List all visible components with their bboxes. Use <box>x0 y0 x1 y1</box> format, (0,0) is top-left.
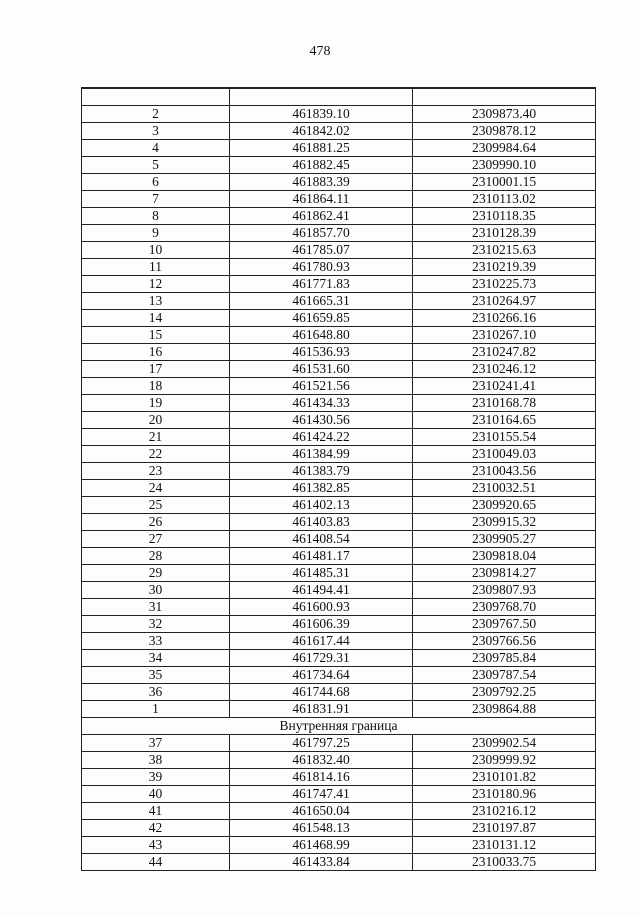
table-row <box>82 531 596 548</box>
y-coordinate-cell: 2309768.70 <box>413 599 596 616</box>
y-coordinate-cell: 2309984.64 <box>413 140 596 157</box>
table-row <box>82 786 596 803</box>
table-row <box>82 157 596 174</box>
table-row <box>82 276 596 293</box>
y-coordinate-cell: 2310049.03 <box>413 446 596 463</box>
table-row <box>82 633 596 650</box>
x-coordinate-cell: 461536.93 <box>230 344 413 361</box>
table-row <box>82 378 596 395</box>
y-coordinate-cell: 2309766.56 <box>413 633 596 650</box>
table-row <box>82 412 596 429</box>
point-number-cell: 9 <box>82 225 230 242</box>
y-coordinate-cell: 2309814.27 <box>413 565 596 582</box>
table-row <box>82 752 596 769</box>
y-coordinate-cell: 2309920.65 <box>413 497 596 514</box>
table-row <box>82 497 596 514</box>
point-number-cell: 12 <box>82 276 230 293</box>
point-number-cell: 31 <box>82 599 230 616</box>
x-coordinate-cell: 461883.39 <box>230 174 413 191</box>
table-row <box>82 463 596 480</box>
point-number-cell: 14 <box>82 310 230 327</box>
section-header-row <box>82 718 596 735</box>
y-coordinate-cell: 2309902.54 <box>413 735 596 752</box>
table-row <box>82 361 596 378</box>
y-coordinate-cell: 2309785.84 <box>413 650 596 667</box>
table-row <box>82 106 596 123</box>
table-row <box>82 684 596 701</box>
point-number-cell: 10 <box>82 242 230 259</box>
y-coordinate-cell: 2310128.39 <box>413 225 596 242</box>
x-coordinate-cell: 461531.60 <box>230 361 413 378</box>
x-coordinate-cell: 461831.91 <box>230 701 413 718</box>
point-number-cell: 15 <box>82 327 230 344</box>
x-coordinate-cell: 461882.45 <box>230 157 413 174</box>
y-coordinate-cell: 2309864.88 <box>413 701 596 718</box>
point-number-cell: 26 <box>82 514 230 531</box>
x-coordinate-cell: 461744.68 <box>230 684 413 701</box>
table-row <box>82 803 596 820</box>
point-number-cell: 33 <box>82 633 230 650</box>
x-coordinate-cell: 461785.07 <box>230 242 413 259</box>
x-coordinate-cell: 461424.22 <box>230 429 413 446</box>
y-coordinate-cell: 2310033.75 <box>413 854 596 871</box>
y-coordinate-cell: 2309807.93 <box>413 582 596 599</box>
y-coordinate-cell: 2309792.25 <box>413 684 596 701</box>
y-coordinate-cell: 2309990.10 <box>413 157 596 174</box>
x-coordinate-cell: 461881.25 <box>230 140 413 157</box>
y-coordinate-cell: 2310241.41 <box>413 378 596 395</box>
table-row <box>82 429 596 446</box>
point-number-cell: 6 <box>82 174 230 191</box>
point-number-cell: 13 <box>82 293 230 310</box>
point-number-cell: 22 <box>82 446 230 463</box>
coordinates-table-body <box>82 88 596 871</box>
table-row <box>82 310 596 327</box>
x-coordinate-cell: 461433.84 <box>230 854 413 871</box>
y-coordinate-cell: 2310113.02 <box>413 191 596 208</box>
point-number-cell: 24 <box>82 480 230 497</box>
table-row <box>82 140 596 157</box>
x-coordinate-cell: 461485.31 <box>230 565 413 582</box>
y-coordinate-cell: 2310001.15 <box>413 174 596 191</box>
y-coordinate-cell: 2310032.51 <box>413 480 596 497</box>
point-number-cell: 19 <box>82 395 230 412</box>
y-coordinate-cell: 2309915.32 <box>413 514 596 531</box>
table-row <box>82 582 596 599</box>
point-number-cell: 36 <box>82 684 230 701</box>
x-coordinate-cell: 461814.16 <box>230 769 413 786</box>
point-number-cell: 17 <box>82 361 230 378</box>
table-row <box>82 616 596 633</box>
x-coordinate-cell: 461402.13 <box>230 497 413 514</box>
y-coordinate-cell: 2310180.96 <box>413 786 596 803</box>
table-row <box>82 837 596 854</box>
y-coordinate-cell: 2310219.39 <box>413 259 596 276</box>
point-number-cell: 30 <box>82 582 230 599</box>
x-coordinate-cell: 461747.41 <box>230 786 413 803</box>
table-row <box>82 395 596 412</box>
y-coordinate-cell: 2310043.56 <box>413 463 596 480</box>
x-coordinate-cell: 461797.25 <box>230 735 413 752</box>
point-number-cell: 35 <box>82 667 230 684</box>
x-coordinate-cell: 461617.44 <box>230 633 413 650</box>
y-coordinate-cell: 2310246.12 <box>413 361 596 378</box>
x-coordinate-cell: 461600.93 <box>230 599 413 616</box>
table-row <box>82 225 596 242</box>
x-coordinate-cell: 461862.41 <box>230 208 413 225</box>
point-number-cell: 25 <box>82 497 230 514</box>
x-coordinate-cell: 461384.99 <box>230 446 413 463</box>
point-number-cell: 44 <box>82 854 230 871</box>
table-row <box>82 327 596 344</box>
y-coordinate-cell: 2310168.78 <box>413 395 596 412</box>
x-coordinate-cell <box>230 88 413 106</box>
x-coordinate-cell: 461839.10 <box>230 106 413 123</box>
x-coordinate-cell: 461430.56 <box>230 412 413 429</box>
x-coordinate-cell: 461383.79 <box>230 463 413 480</box>
x-coordinate-cell: 461734.64 <box>230 667 413 684</box>
x-coordinate-cell: 461382.85 <box>230 480 413 497</box>
x-coordinate-cell: 461408.54 <box>230 531 413 548</box>
x-coordinate-cell: 461434.33 <box>230 395 413 412</box>
table-row <box>82 565 596 582</box>
table-row <box>82 667 596 684</box>
table-row <box>82 820 596 837</box>
y-coordinate-cell: 2310164.65 <box>413 412 596 429</box>
x-coordinate-cell: 461468.99 <box>230 837 413 854</box>
y-coordinate-cell: 2310264.97 <box>413 293 596 310</box>
x-coordinate-cell: 461780.93 <box>230 259 413 276</box>
point-number-cell: 38 <box>82 752 230 769</box>
y-coordinate-cell: 2309787.54 <box>413 667 596 684</box>
y-coordinate-cell: 2310155.54 <box>413 429 596 446</box>
y-coordinate-cell: 2310215.63 <box>413 242 596 259</box>
point-number-cell: 1 <box>82 701 230 718</box>
point-number-cell: 20 <box>82 412 230 429</box>
table-row <box>82 599 596 616</box>
table-row <box>82 208 596 225</box>
point-number-cell: 34 <box>82 650 230 667</box>
y-coordinate-cell: 2310247.82 <box>413 344 596 361</box>
table-row <box>82 293 596 310</box>
x-coordinate-cell: 461648.80 <box>230 327 413 344</box>
table-row <box>82 769 596 786</box>
table-row <box>82 650 596 667</box>
table-row <box>82 344 596 361</box>
table-row <box>82 701 596 718</box>
x-coordinate-cell: 461494.41 <box>230 582 413 599</box>
point-number-cell: 7 <box>82 191 230 208</box>
table-row <box>82 191 596 208</box>
x-coordinate-cell: 461832.40 <box>230 752 413 769</box>
table-row <box>82 735 596 752</box>
table-row <box>82 174 596 191</box>
x-coordinate-cell: 461665.31 <box>230 293 413 310</box>
x-coordinate-cell: 461729.31 <box>230 650 413 667</box>
point-number-cell: 28 <box>82 548 230 565</box>
point-number-cell: 37 <box>82 735 230 752</box>
point-number-cell: 8 <box>82 208 230 225</box>
point-number-cell: 39 <box>82 769 230 786</box>
point-number-cell: 41 <box>82 803 230 820</box>
point-number-cell: 2 <box>82 106 230 123</box>
section-title: Внутренняя граница <box>82 718 596 735</box>
y-coordinate-cell: 2309818.04 <box>413 548 596 565</box>
point-number-cell: 23 <box>82 463 230 480</box>
table-row <box>82 854 596 871</box>
y-coordinate-cell: 2310197.87 <box>413 820 596 837</box>
x-coordinate-cell: 461650.04 <box>230 803 413 820</box>
table-row <box>82 88 596 106</box>
x-coordinate-cell: 461481.17 <box>230 548 413 565</box>
table-row <box>82 123 596 140</box>
x-coordinate-cell: 461771.83 <box>230 276 413 293</box>
y-coordinate-cell: 2310216.12 <box>413 803 596 820</box>
point-number-cell: 29 <box>82 565 230 582</box>
point-number-cell <box>82 88 230 106</box>
x-coordinate-cell: 461521.56 <box>230 378 413 395</box>
table-row <box>82 514 596 531</box>
point-number-cell: 11 <box>82 259 230 276</box>
x-coordinate-cell: 461606.39 <box>230 616 413 633</box>
y-coordinate-cell: 2309878.12 <box>413 123 596 140</box>
y-coordinate-cell: 2310267.10 <box>413 327 596 344</box>
y-coordinate-cell <box>413 88 596 106</box>
y-coordinate-cell: 2309873.40 <box>413 106 596 123</box>
x-coordinate-cell: 461864.11 <box>230 191 413 208</box>
point-number-cell: 16 <box>82 344 230 361</box>
y-coordinate-cell: 2310225.73 <box>413 276 596 293</box>
x-coordinate-cell: 461857.70 <box>230 225 413 242</box>
table-row <box>82 480 596 497</box>
point-number-cell: 18 <box>82 378 230 395</box>
table-row <box>82 259 596 276</box>
y-coordinate-cell: 2310266.16 <box>413 310 596 327</box>
y-coordinate-cell: 2310131.12 <box>413 837 596 854</box>
y-coordinate-cell: 2310101.82 <box>413 769 596 786</box>
point-number-cell: 40 <box>82 786 230 803</box>
y-coordinate-cell: 2309767.50 <box>413 616 596 633</box>
coordinates-table <box>81 87 596 871</box>
x-coordinate-cell: 461548.13 <box>230 820 413 837</box>
point-number-cell: 43 <box>82 837 230 854</box>
point-number-cell: 5 <box>82 157 230 174</box>
point-number-cell: 32 <box>82 616 230 633</box>
x-coordinate-cell: 461659.85 <box>230 310 413 327</box>
x-coordinate-cell: 461842.02 <box>230 123 413 140</box>
table-row <box>82 548 596 565</box>
y-coordinate-cell: 2309905.27 <box>413 531 596 548</box>
point-number-cell: 27 <box>82 531 230 548</box>
table-row <box>82 242 596 259</box>
x-coordinate-cell: 461403.83 <box>230 514 413 531</box>
y-coordinate-cell: 2309999.92 <box>413 752 596 769</box>
point-number-cell: 3 <box>82 123 230 140</box>
point-number-cell: 4 <box>82 140 230 157</box>
page-number: 478 <box>309 44 331 59</box>
point-number-cell: 42 <box>82 820 230 837</box>
table-row <box>82 446 596 463</box>
point-number-cell: 21 <box>82 429 230 446</box>
y-coordinate-cell: 2310118.35 <box>413 208 596 225</box>
